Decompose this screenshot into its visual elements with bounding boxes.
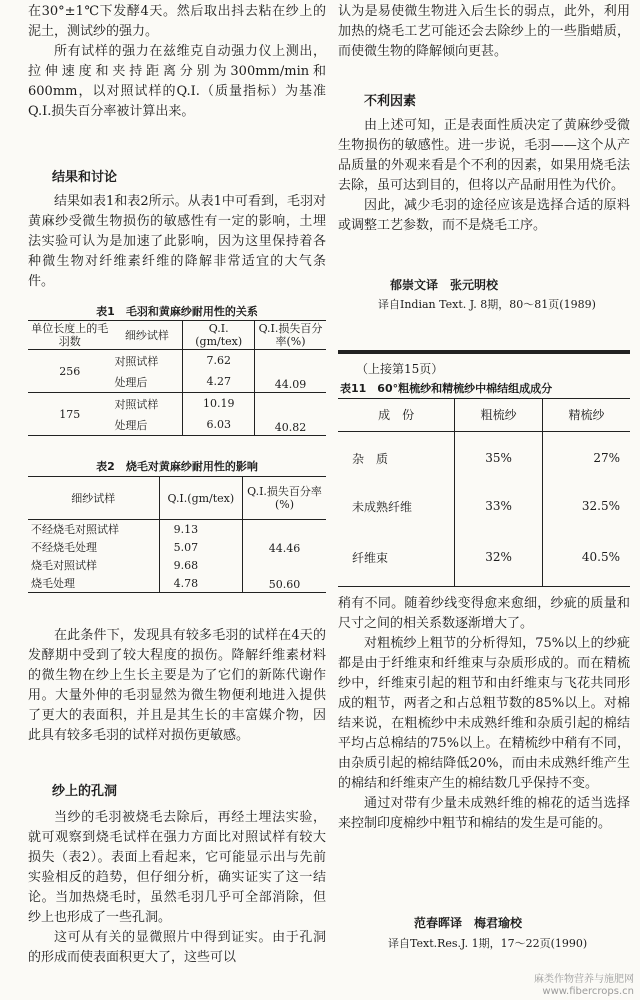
t11-carded: 33% xyxy=(455,484,543,528)
t2-qi: 5.07 xyxy=(159,538,242,556)
source-citation-1: 译自Indian Text. J. 8期，80～81页(1989) xyxy=(378,298,596,311)
continuation-paragraph-wrap xyxy=(338,2,630,62)
paragraph-yarn-fineness: 稍有不同。随着纱线变得愈来愈细，纱疵的质量和尺寸之间的相关系数逐渐增大了。 xyxy=(338,596,630,631)
t11-component: 纤维束 xyxy=(352,550,389,565)
t11-carded: 35% xyxy=(455,432,543,485)
t2-qi: 9.13 xyxy=(159,520,242,539)
intro-paragraphs xyxy=(28,2,326,122)
paragraph-conclusion: 因此，减少毛羽的途径应该是选择合适的原料或调整工艺参数，而不是烧毛工序。 xyxy=(338,198,630,233)
t1-qi: 7.62 xyxy=(183,350,255,372)
watermark-url: www.fibercrops.cn xyxy=(542,986,634,997)
t1-header-loss: Q.I.损失百分率(%) xyxy=(254,321,326,350)
paragraph-singeing: 当纱的毛羽被烧毛去除后，再经土埋法实验，就可观察到烧毛试样在强力方面比对照试样有较大损失（表2）。表面上看起来，它可能显示出与先前实验相反的趋势，但仔细分析，确实证实了这一结论。当加热烧毛时，虽然毛羽几乎可全部消除，但纱上也形成了一些孔洞。 xyxy=(28,810,326,925)
t11-combed: 40.5% xyxy=(542,528,630,587)
pores-paragraphs xyxy=(28,808,326,968)
t1-sample: 对照试样 xyxy=(114,397,159,411)
t1-hair-256: 256 xyxy=(59,364,81,378)
paragraph-hairiness-damage: 在此条件下，发现具有较多毛羽的试样在4天的发酵期中受到了较大程度的损伤。降解纤维素材料的微生物在纱上生长主要是为了它们的新陈代谢作用。大量外伸的毛羽显然为微生物便利地进入提供了更大的表面积，并且是其生长的丰富媒介物，因此具有较多毛羽的试样对损伤更敏感。 xyxy=(28,628,326,743)
t1-header-qi: Q.I.(gm/tex) xyxy=(183,321,255,350)
t11-component: 杂 质 xyxy=(352,451,389,466)
table11 xyxy=(338,398,630,587)
paragraph-wax-removal: 认为是易使微生物进入后生长的弱点，此外，利用加热的烧毛工艺可能还会去除纱上的一些脂蜡质，而使微生物的降解倾向更甚。 xyxy=(338,4,630,59)
t1-header-hairiness: 单位长度上的毛羽数 xyxy=(31,322,109,348)
yarn-defects-paragraphs xyxy=(338,594,630,834)
t2-sample: 烧毛对照试样 xyxy=(31,559,97,572)
heading-results: 结果和讨论 xyxy=(52,170,118,185)
paragraph-results: 结果如表1和表2所示。从表1中可看到，毛羽对黄麻纱受微生物损伤的敏感性有一定的影响，土埋法实验可认为是加速了此影响，因为这里保持着各种微生物对纤维素纤维的降解非常适宜的大气条件。 xyxy=(28,194,326,289)
t1-qi: 6.03 xyxy=(183,414,255,436)
t2-header-loss: Q.I.损失百分率(%) xyxy=(243,477,326,520)
paragraph-cotton-selection: 通过对带有少量未成熟纤维的棉花的适当选择来控制印度棉纱中粗节和棉结的发生是可能的。 xyxy=(338,796,630,831)
t2-qi: 4.78 xyxy=(159,574,242,593)
t2-qi: 9.68 xyxy=(159,556,242,574)
t2-sample: 烧毛处理 xyxy=(31,577,75,590)
t11-combed: 27% xyxy=(542,432,630,485)
t1-loss: 40.82 xyxy=(254,393,326,436)
t2-loss-singed: 50.60 xyxy=(243,556,326,593)
table2-caption: 表2 烧毛对黄麻纱耐用性的影响 xyxy=(96,460,258,473)
table2 xyxy=(28,476,326,593)
section-divider xyxy=(338,350,630,354)
results-paragraph-wrap xyxy=(28,192,326,292)
table-row xyxy=(338,484,630,528)
t1-header-sample: 细纱试样 xyxy=(124,328,169,342)
t11-component: 未成熟纤维 xyxy=(352,499,413,514)
t11-header-carded: 粗梳纱 xyxy=(455,399,543,432)
t2-sample: 不经烧毛对照试样 xyxy=(31,523,119,536)
disadvantages-paragraphs xyxy=(338,116,630,236)
t11-carded: 32% xyxy=(455,528,543,587)
t11-header-component: 成 份 xyxy=(378,407,415,422)
t1-qi: 4.27 xyxy=(183,371,255,393)
table-row xyxy=(28,350,326,372)
t2-loss-unsinged: 44.46 xyxy=(243,520,326,557)
t2-header-qi: Q.I.(gm/tex) xyxy=(159,477,242,520)
table1-caption: 表1 毛羽和黄麻纱耐用性的关系 xyxy=(96,305,258,318)
table11-caption: 表11 60°粗梳纱和精梳纱中棉结组成成分 xyxy=(340,382,553,395)
continued-from-note: （上接第15页） xyxy=(356,362,444,376)
paragraph-incubation: 在30°±1℃下发酵4天。然后取出抖去粘在纱上的泥土，测试纱的强力。 xyxy=(28,4,326,39)
t11-header-combed: 精梳纱 xyxy=(542,399,630,432)
translator-credit-1: 郁崇文译 张元明校 xyxy=(390,278,499,292)
table1 xyxy=(28,320,326,436)
paragraph-micrograph: 这可从有关的显微照片中得到证实。由于孔洞的形成而使表面积更大了，这些可以 xyxy=(28,930,326,965)
translator-credit-2: 范春晖译 梅君瑜校 xyxy=(414,916,523,930)
discussion-paragraph-wrap xyxy=(28,626,326,746)
heading-disadvantages: 不利因素 xyxy=(364,94,417,109)
t1-loss: 44.09 xyxy=(254,350,326,393)
t1-sample: 处理后 xyxy=(114,418,148,432)
t1-qi: 10.19 xyxy=(183,393,255,415)
site-watermark xyxy=(534,974,634,998)
t2-sample: 不经烧毛处理 xyxy=(31,541,97,554)
t1-sample: 处理后 xyxy=(114,375,148,389)
paragraph-strength-test: 所有试样的强力在兹维克自动强力仪上测出，拉伸速度和夹持距离分别为300mm/min和600mm，以对照试样的Q.I.（质量指标）为基准Q.I.损失百分率被计算出来。 xyxy=(28,44,326,119)
table-row xyxy=(28,393,326,415)
table-row xyxy=(338,528,630,587)
t1-sample: 对照试样 xyxy=(114,354,159,368)
t11-combed: 32.5% xyxy=(542,484,630,528)
t1-hair-175: 175 xyxy=(59,407,81,421)
t2-header-sample: 细纱试样 xyxy=(71,491,116,505)
source-citation-2: 译自Text.Res.J. 1期，17～22页(1990) xyxy=(388,937,588,950)
paragraph-surface-properties: 由上述可知，正是表面性质决定了黄麻纱受微生物损伤的敏感性。进一步说，毛羽——这个从产品质量的外观来看是个不利的因素，如果用烧毛法去除，虽可达到目的，但将以产品耐用性为代价。 xyxy=(338,118,630,193)
paragraph-thick-places: 对粗梳纱上粗节的分析得知，75%以上的纱疵都是由于纤维束和纤维束与杂质形成的。而在精梳纱中，纤维束引起的粗节和由纤维束与飞花共同形成的粗节，两者之和占总粗节数的85%以上。对棉结来说，在粗梳纱中未成熟纤维和杂质引起的棉结平均占总棉结的75%以上。在精梳纱中稍有不同，由杂质引起的棉结降低20%，而由未成熟纤维产生的棉结和纤维束产生的棉结数几乎保持不变。 xyxy=(338,636,630,791)
table-row xyxy=(338,432,630,485)
table-row xyxy=(28,556,326,574)
watermark-site-name: 麻类作物营养与施肥网 xyxy=(534,974,634,985)
heading-pores: 纱上的孔洞 xyxy=(52,784,118,799)
table-row xyxy=(28,520,326,539)
